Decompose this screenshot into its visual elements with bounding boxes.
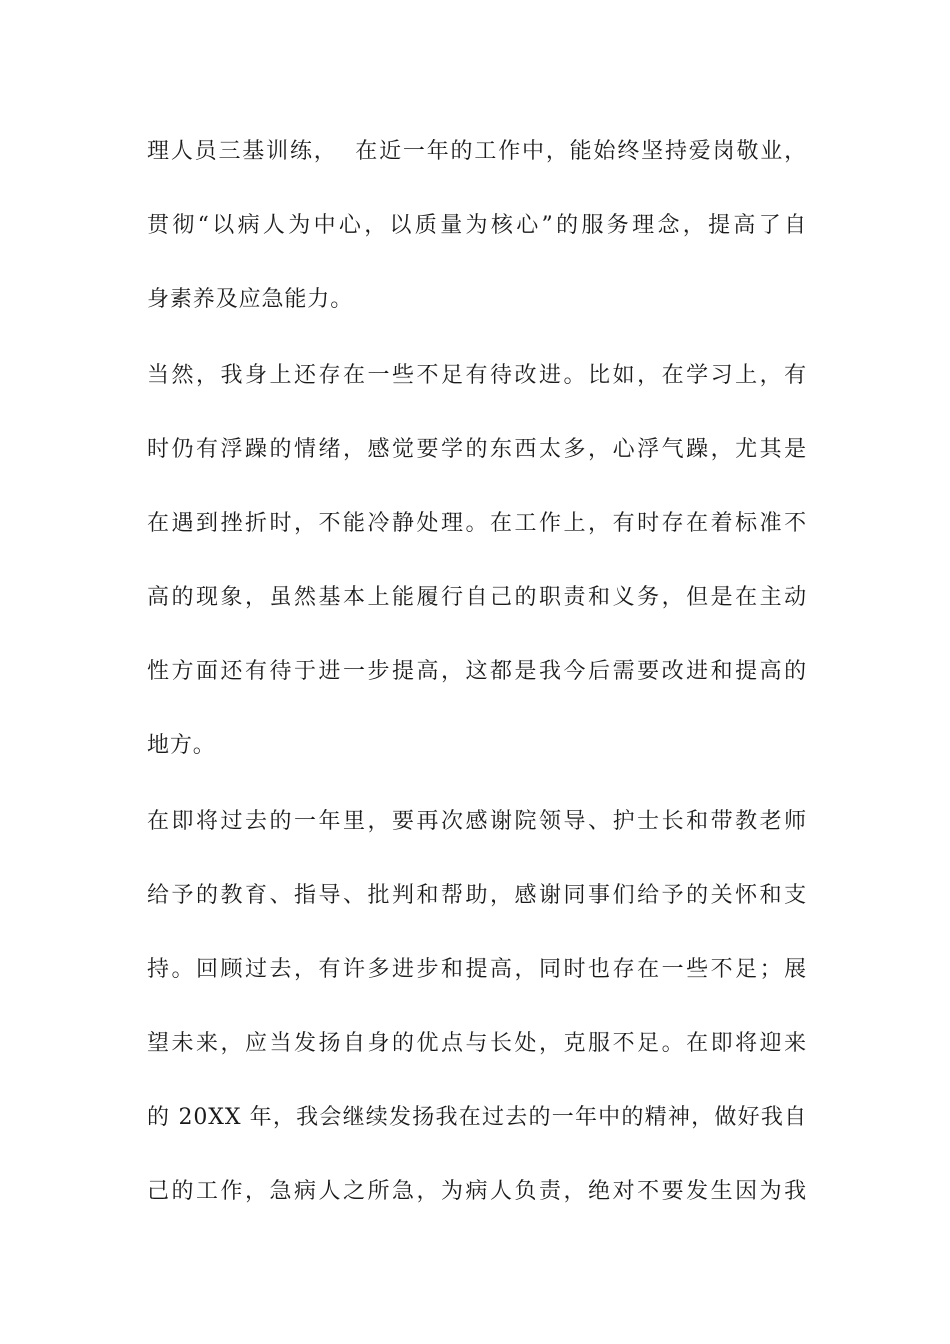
text-line: 性方面还有待于进一步提高，这都是我今后需要改进和提高的 — [147, 659, 807, 684]
text-line: 当然，我身上还存在一些不足有待改进。比如，在学习上，有 — [147, 363, 807, 388]
text-line: 贯彻“以病人为中心，以质量为核心”的服务理念，提高了自 — [147, 213, 807, 238]
text-line: 身素养及应急能力。 — [147, 287, 354, 312]
text-line: 高的现象，虽然基本上能履行自己的职责和义务，但是在主动 — [147, 585, 807, 610]
text-line: 在遇到挫折时，不能冷静处理。在工作上，有时存在着标准不 — [147, 511, 807, 536]
text-line: 地方。 — [147, 733, 216, 758]
text-line: 的 20XX 年，我会继续发扬我在过去的一年中的精神，做好我自 — [147, 1105, 807, 1130]
text-line: 在即将过去的一年里，要再次感谢院领导、护士长和带教老师 — [147, 809, 807, 834]
text-line: 望未来，应当发扬自身的优点与长处，克服不足。在即将迎来 — [147, 1031, 807, 1056]
text-line: 理人员三基训练， 在近一年的工作中，能始终坚持爱岗敬业， — [147, 139, 807, 164]
text-line: 持。回顾过去，有许多进步和提高，同时也存在一些不足；展 — [147, 957, 807, 982]
text-line: 时仍有浮躁的情绪，感觉要学的东西太多，心浮气躁，尤其是 — [147, 437, 807, 462]
text-line: 给予的教育、指导、批判和帮助，感谢同事们给予的关怀和支 — [147, 883, 807, 908]
text-line: 己的工作，急病人之所急，为病人负责，绝对不要发生因为我 — [147, 1179, 807, 1204]
